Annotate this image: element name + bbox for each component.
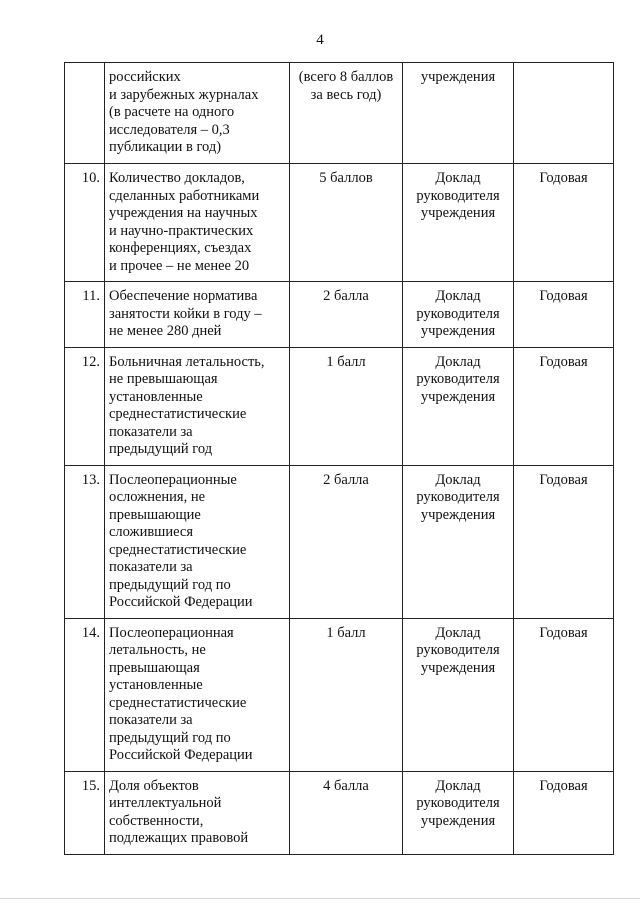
criterion-description-line: летальность, не bbox=[109, 642, 206, 658]
criterion-description-line: Послеоперационная bbox=[109, 624, 234, 641]
criterion-score-cell bbox=[290, 282, 403, 348]
criterion-description-cell bbox=[105, 347, 290, 465]
criterion-score-cell bbox=[290, 63, 403, 164]
criterion-description-line: учреждения на научных bbox=[109, 205, 258, 221]
criterion-description-line: не превышающая bbox=[109, 371, 218, 387]
criterion-description-line: Российской Федерации bbox=[109, 594, 253, 610]
criterion-control-form-line: руководителя bbox=[416, 795, 500, 811]
criterion-description-line: установленные bbox=[109, 388, 203, 405]
criterion-control-form-line: учреждения bbox=[420, 812, 496, 829]
criterion-control-form-line: учреждения bbox=[420, 205, 496, 221]
criterion-description-line: Российской Федерации bbox=[109, 747, 253, 763]
criterion-description-line: предыдущий год по bbox=[109, 576, 231, 593]
criterion-description-line: превышающая bbox=[109, 659, 200, 676]
criterion-description-line: Больничная летальность, bbox=[109, 353, 265, 370]
criterion-control-form-line: Доклад bbox=[435, 624, 481, 641]
criterion-description-line: не менее 280 дней bbox=[109, 323, 222, 339]
table-row bbox=[65, 347, 614, 465]
criterion-description-line: Доля объектов bbox=[109, 777, 199, 794]
criterion-description-line: установленные bbox=[109, 677, 203, 693]
criterion-periodicity: Годовая bbox=[539, 624, 588, 641]
criterion-control-form-cell bbox=[403, 618, 514, 771]
criteria-table bbox=[64, 62, 614, 855]
criterion-description-line: публикации в год) bbox=[109, 139, 222, 155]
criterion-description-line: превышающие bbox=[109, 506, 201, 523]
criterion-number-cell bbox=[65, 347, 105, 465]
criterion-control-form-cell bbox=[403, 347, 514, 465]
criterion-score-line: 2 балла bbox=[323, 471, 369, 488]
criterion-periodicity: Годовая bbox=[539, 777, 588, 794]
criterion-control-form-line: Доклад bbox=[435, 170, 481, 186]
criterion-description-line: и прочее – не менее 20 bbox=[109, 257, 250, 274]
criterion-description-line: подлежащих правовой bbox=[109, 830, 249, 846]
criterion-description-line: конференциях, съездах bbox=[109, 240, 252, 256]
criterion-control-form-line: руководителя bbox=[416, 187, 500, 204]
criterion-number-cell bbox=[65, 164, 105, 282]
criteria-table-body bbox=[65, 63, 614, 855]
criterion-score-cell bbox=[290, 164, 403, 282]
criterion-score-line: за весь год) bbox=[310, 86, 382, 103]
table-row bbox=[65, 465, 614, 618]
criterion-number: 11. bbox=[82, 288, 100, 304]
criterion-control-form-cell bbox=[403, 465, 514, 618]
criterion-control-form-line: учреждения bbox=[420, 388, 496, 405]
table-row bbox=[65, 282, 614, 348]
table-row bbox=[65, 164, 614, 282]
criterion-control-form-cell bbox=[403, 63, 514, 164]
criterion-control-form-line: учреждения bbox=[420, 323, 496, 339]
criterion-description-cell bbox=[105, 282, 290, 348]
criterion-description-cell bbox=[105, 618, 290, 771]
criterion-score-line: 1 балл bbox=[326, 624, 366, 641]
criterion-description-cell bbox=[105, 465, 290, 618]
criterion-description-line: среднестатистические bbox=[109, 406, 247, 422]
criterion-description-line: среднестатистические bbox=[109, 694, 247, 711]
criterion-number: 10. bbox=[81, 170, 100, 186]
criterion-periodicity-cell bbox=[514, 347, 614, 465]
criterion-description-line: и научно-практических bbox=[109, 222, 254, 239]
criterion-description-line: исследователя – 0,3 bbox=[109, 121, 230, 138]
page-number: 4 bbox=[316, 32, 324, 48]
criterion-number: 15. bbox=[81, 777, 100, 794]
criterion-description-line: среднестатистические bbox=[109, 541, 247, 558]
criterion-control-form-cell bbox=[403, 164, 514, 282]
criterion-periodicity-cell bbox=[514, 618, 614, 771]
criterion-description-line: сложившиеся bbox=[109, 524, 194, 540]
criterion-description-line: российских bbox=[109, 69, 181, 85]
table-row bbox=[65, 618, 614, 771]
table-row bbox=[65, 771, 614, 854]
criterion-description-line: сделанных работниками bbox=[109, 187, 260, 204]
criterion-description-line: Послеоперационные bbox=[109, 471, 237, 488]
criterion-description-line: предыдущий год по bbox=[109, 729, 231, 746]
criterion-description-line: показатели за bbox=[109, 559, 193, 575]
criterion-description-cell bbox=[105, 771, 290, 854]
criterion-number-cell bbox=[65, 282, 105, 348]
criterion-score-line: 4 балла bbox=[323, 777, 369, 794]
criterion-control-form-line: Доклад bbox=[435, 471, 481, 488]
criterion-score-cell bbox=[290, 771, 403, 854]
criterion-description-line: (в расчете на одного bbox=[109, 104, 235, 120]
criterion-control-form-line: Доклад bbox=[435, 288, 481, 304]
criterion-periodicity-cell bbox=[514, 282, 614, 348]
criterion-description-line: показатели за bbox=[109, 423, 193, 440]
criterion-control-form-line: Доклад bbox=[435, 777, 481, 794]
criterion-description-line: собственности, bbox=[109, 812, 204, 829]
criterion-periodicity-cell bbox=[514, 771, 614, 854]
criterion-control-form-cell bbox=[403, 771, 514, 854]
criterion-description-line: интеллектуальной bbox=[109, 795, 222, 811]
criterion-number: 14. bbox=[81, 624, 100, 641]
criterion-description-line: осложнения, не bbox=[109, 489, 206, 505]
criterion-control-form-line: руководителя bbox=[416, 371, 500, 387]
criterion-score-cell bbox=[290, 465, 403, 618]
criterion-score-line: (всего 8 баллов bbox=[298, 69, 394, 85]
criterion-score-line: 2 балла bbox=[323, 288, 369, 304]
criterion-periodicity: Годовая bbox=[539, 170, 588, 186]
criterion-number: 12. bbox=[81, 353, 100, 370]
criterion-control-form-line: учреждения bbox=[420, 659, 496, 676]
criterion-number-cell bbox=[65, 465, 105, 618]
criterion-description-line: занятости койки в году – bbox=[109, 305, 262, 322]
criterion-control-form-line: учреждения bbox=[420, 69, 496, 85]
page-bottom-divider bbox=[0, 898, 640, 899]
criterion-score-line: 1 балл bbox=[326, 353, 366, 370]
criterion-description-line: показатели за bbox=[109, 712, 193, 728]
criterion-control-form-line: руководителя bbox=[416, 489, 500, 505]
criterion-control-form-line: Доклад bbox=[435, 353, 481, 370]
criterion-number-cell bbox=[65, 618, 105, 771]
criterion-description-line: Обеспечение норматива bbox=[109, 288, 258, 304]
criterion-periodicity-cell bbox=[514, 63, 614, 164]
criterion-periodicity-cell bbox=[514, 465, 614, 618]
criterion-score-cell bbox=[290, 618, 403, 771]
criterion-periodicity: Годовая bbox=[539, 353, 588, 370]
criterion-control-form-line: руководителя bbox=[416, 642, 500, 658]
criterion-description-line: Количество докладов, bbox=[109, 170, 245, 186]
criterion-periodicity-cell bbox=[514, 164, 614, 282]
criterion-score-line: 5 баллов bbox=[319, 170, 373, 186]
criterion-score-cell bbox=[290, 347, 403, 465]
criterion-periodicity: Годовая bbox=[539, 288, 588, 304]
criterion-number-cell bbox=[65, 771, 105, 854]
criterion-periodicity: Годовая bbox=[539, 471, 588, 488]
criterion-description-line: предыдущий год bbox=[109, 441, 213, 457]
criterion-control-form-line: руководителя bbox=[416, 305, 500, 322]
criterion-description-cell bbox=[105, 164, 290, 282]
criterion-control-form-line: учреждения bbox=[420, 506, 496, 523]
table-row bbox=[65, 63, 614, 164]
criterion-description-line: и зарубежных журналах bbox=[109, 86, 259, 103]
criterion-control-form-cell bbox=[403, 282, 514, 348]
criterion-number: 13. bbox=[81, 471, 100, 488]
criterion-description-cell bbox=[105, 63, 290, 164]
criterion-number-cell bbox=[65, 63, 105, 164]
